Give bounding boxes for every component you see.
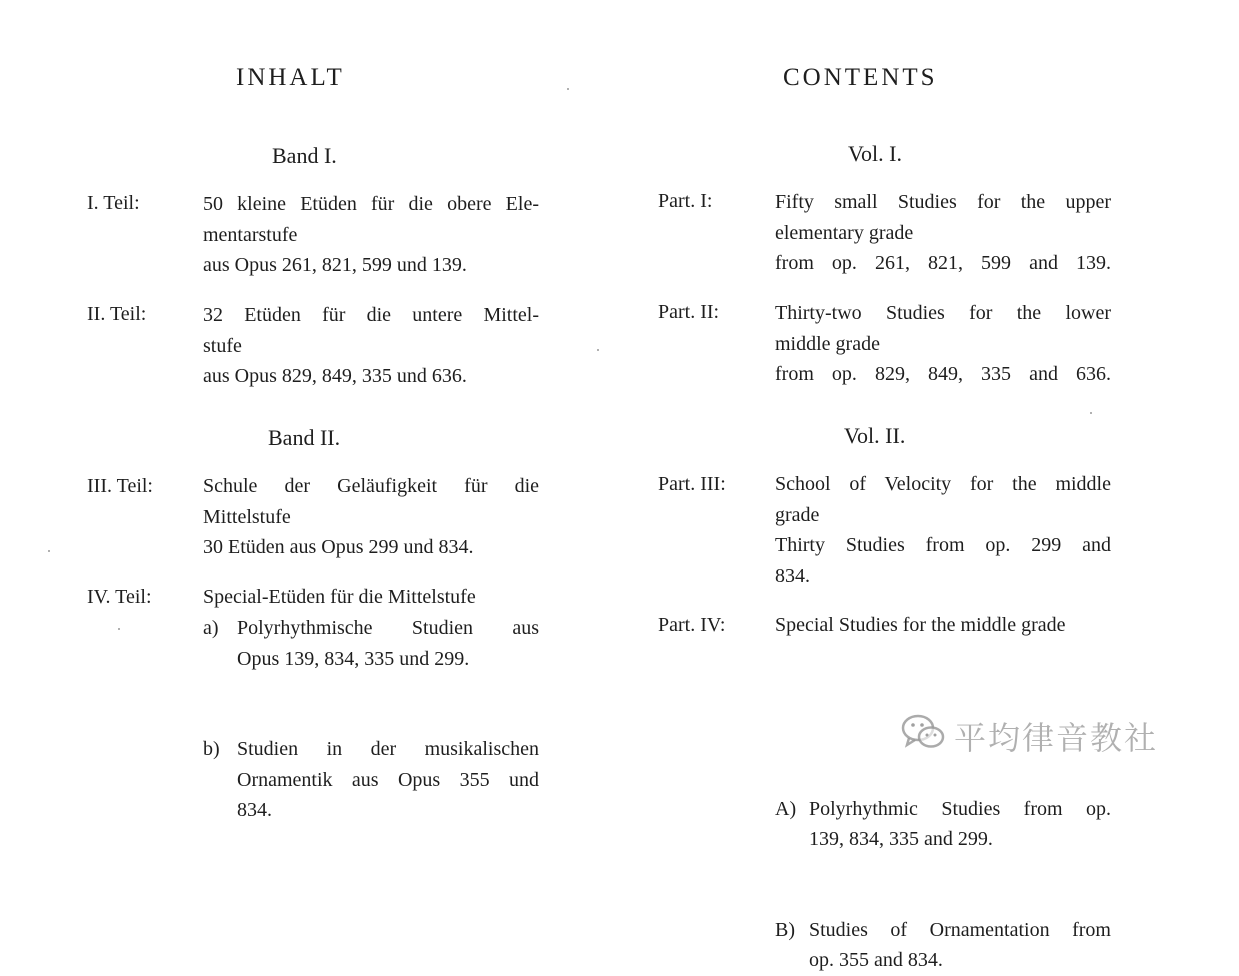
desc-line: aus Opus 261, 821, 599 und 139. [203,254,467,276]
desc-line: 30 Etüden aus Opus 299 und 834. [203,536,474,558]
sub-marker: B) [775,918,795,941]
left-heading: INHALT [236,64,345,91]
sub-entry [775,794,1111,855]
desc-line: Special-Etüden für die Mittelstufe [203,586,476,608]
entry-description [775,469,1111,591]
wechat-icon [900,712,946,760]
sub-line: Studien in der musikalischen [237,738,539,760]
desc-line: middle grade [775,332,880,355]
sub-line: 139, 834, 335 and 299. [809,828,993,850]
sub-marker: A) [775,797,797,820]
desc-line: grade [775,503,820,526]
sub-line: Opus 139, 834, 335 und 299. [237,647,470,670]
scan-speck [48,550,50,552]
desc-line: Fifty small Studies for the upper [775,191,1111,213]
sub-line: Polyrhythmische Studien aus [237,617,539,639]
entry-description [775,187,1111,279]
desc-line: mentarstufe [203,223,298,246]
entry-description [203,300,539,392]
sub-entry [203,613,539,674]
vol-2-title: Vol. II. [844,423,906,448]
entry-description [203,471,539,563]
entry-label: Part. IV: [658,614,726,636]
sub-line: Studies of Ornamentation from [809,918,1111,941]
desc-line: stufe [203,334,242,357]
sub-line: 834. [237,799,272,821]
sub-marker: b) [203,738,220,760]
entry-label: IV. Teil: [87,586,152,608]
entry-label: III. Teil: [87,475,153,497]
desc-line: Special Studies for the middle grade [775,614,1066,636]
entry-description [775,298,1111,390]
entry-label: Part. I: [658,190,713,212]
band-1-title: Band I. [272,143,337,168]
sub-line: Polyrhythmic Studies from op. [809,797,1111,820]
entry-label: Part. II: [658,301,720,323]
band-2-title: Band II. [268,425,341,450]
scan-speck [567,88,569,90]
desc-line: 50 kleine Etüden für die obere Ele- [203,193,539,215]
desc-line: elementary grade [775,221,914,244]
desc-line: aus Opus 829, 849, 335 und 636. [203,365,467,387]
scan-speck [1090,412,1092,414]
right-heading: CONTENTS [783,64,938,91]
desc-line: Thirty Studies from op. 299 and [775,534,1111,556]
entry-description [203,582,539,613]
entry-label: II. Teil: [87,303,147,325]
sub-entry [203,734,539,826]
desc-line: from op. 261, 821, 599 and 139. [775,252,1111,274]
sub-marker: a) [203,617,219,639]
entry-label: Part. III: [658,473,726,495]
watermark-text: 平均律音教社 [954,719,1159,757]
desc-line: Thirty-two Studies for the lower [775,302,1111,324]
scan-speck [118,628,120,630]
desc-line: Mittelstufe [203,505,291,528]
scan-speck [597,349,599,351]
entry-description [775,610,1111,641]
desc-line: from op. 829, 849, 335 and 636. [775,363,1111,385]
entry-description [203,189,539,281]
watermark [900,712,1158,760]
desc-line: Schule der Geläufigkeit für die [203,475,539,497]
desc-line: 32 Etüden für die untere Mittel- [203,304,539,326]
sub-entry [775,915,1111,976]
sub-line: op. 355 and 834. [809,949,943,971]
entry-label: I. Teil: [87,192,140,214]
desc-line: 834. [775,564,810,587]
sub-line: Ornamentik aus Opus 355 und [237,768,539,791]
desc-line: School of Velocity for the middle [775,473,1111,495]
vol-1-title: Vol. I. [848,141,902,166]
